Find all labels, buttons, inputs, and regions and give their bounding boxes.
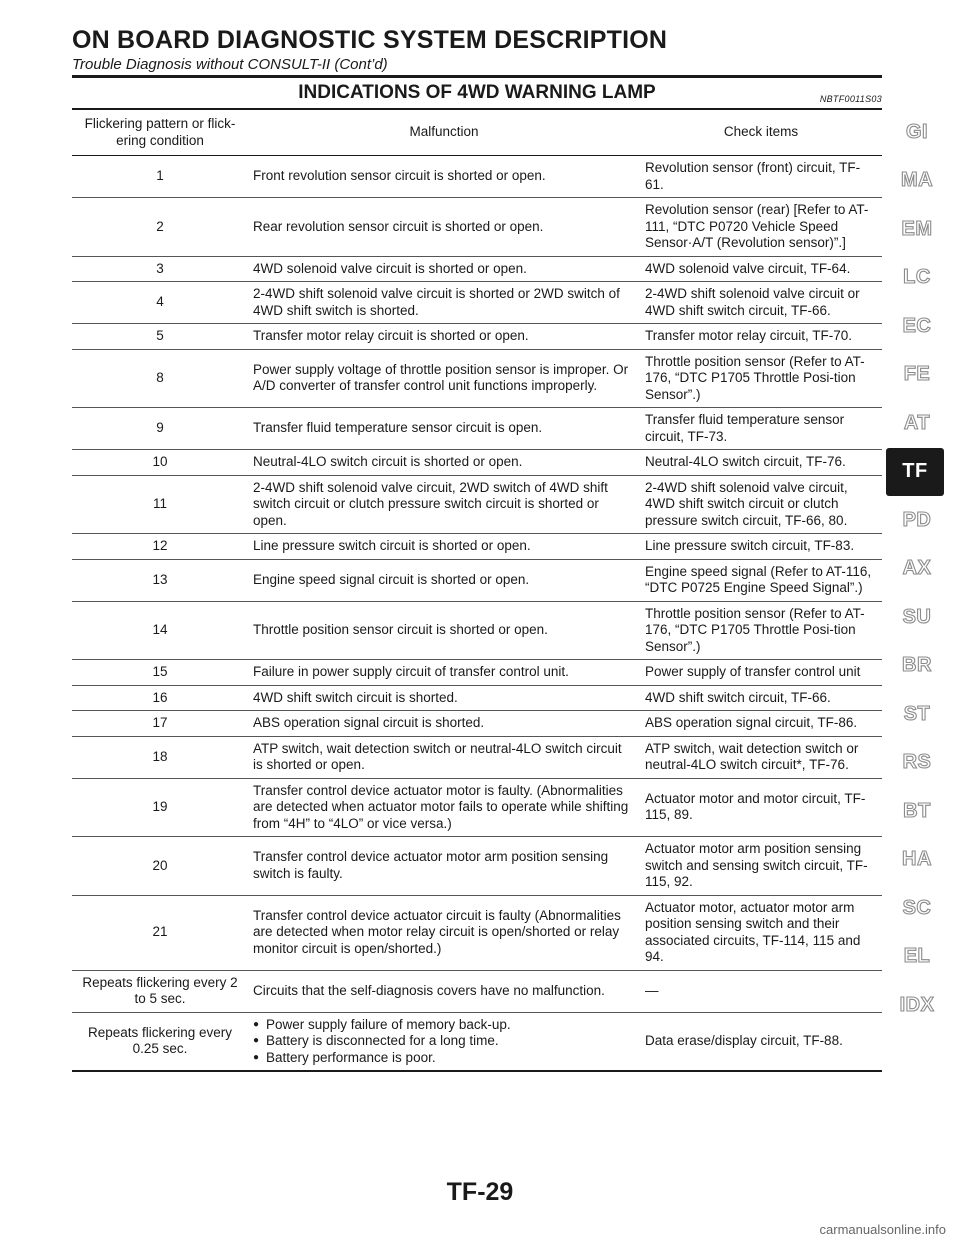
section-tab-rs[interactable]: RS (902, 751, 932, 774)
cell-check: 4WD solenoid valve circuit, TF-64. (640, 256, 882, 282)
table-header-row (72, 109, 882, 156)
bullet-item: ● Battery is disconnected for a long time. (253, 1033, 635, 1050)
section-tab-lc[interactable]: LC (903, 266, 931, 289)
page-number: TF-29 (446, 1178, 514, 1206)
table-row (72, 198, 882, 257)
cell-pattern: 16 (72, 685, 248, 711)
cell-check: Transfer fluid temperature sensor circuit, TF-73. (640, 408, 882, 450)
section-tab-em[interactable]: EM (901, 217, 933, 240)
cell-pattern: 21 (72, 895, 248, 970)
cell-malfunction: Transfer control device actuator motor arm position sensing switch is faulty. (248, 837, 640, 896)
section-tab-ma[interactable]: MA (900, 169, 934, 192)
cell-check: ABS operation signal circuit, TF-86. (640, 711, 882, 737)
cell-malfunction: ABS operation signal circuit is shorted. (248, 711, 640, 737)
cell-pattern: 18 (72, 736, 248, 778)
cell-malfunction: Rear revolution sensor circuit is shorted or open. (248, 198, 640, 257)
table-row (72, 711, 882, 737)
cell-check: Throttle position sensor (Refer to AT-176, “DTC P1705 Throttle Posi-tion Sensor”.) (640, 349, 882, 408)
cell-malfunction: Failure in power supply circuit of transfer control unit. (248, 660, 640, 686)
cell-check: Neutral-4LO switch circuit, TF-76. (640, 450, 882, 476)
column-header-malfunction: Malfunction (248, 109, 640, 156)
cell-pattern: Repeats flickering every 0.25 sec. (72, 1012, 248, 1071)
cell-malfunction: Line pressure switch circuit is shorted or open. (248, 534, 640, 560)
cell-pattern: 14 (72, 601, 248, 660)
header-subtitle: Trouble Diagnosis without CONSULT-II (Cont’d) (72, 56, 388, 73)
table-row (72, 324, 882, 350)
cell-check: Transfer motor relay circuit, TF-70. (640, 324, 882, 350)
malfunction-bullet-list (253, 1017, 635, 1067)
cell-malfunction: Throttle position sensor circuit is shorted or open. (248, 601, 640, 660)
warning-lamp-table-wrapper (72, 108, 882, 1072)
table-row (72, 837, 882, 896)
cell-malfunction: ATP switch, wait detection switch or neutral-4LO switch circuit is shorted or open. (248, 736, 640, 778)
section-tab-pd[interactable]: PD (902, 508, 932, 531)
section-tab-ec[interactable]: EC (902, 314, 932, 337)
cell-malfunction: 2-4WD shift solenoid valve circuit, 2WD switch of 4WD shift switch circuit or clutch pressure switch circuit is shorted or open. (248, 475, 640, 534)
cell-check: Actuator motor and motor circuit, TF-115, 89. (640, 778, 882, 837)
bullet-item: ● Power supply failure of memory back-up. (253, 1017, 635, 1034)
table-row-last (72, 1012, 882, 1071)
cell-pattern: 9 (72, 408, 248, 450)
cell-check: 2-4WD shift solenoid valve circuit, 4WD shift switch circuit or clutch pressure switch circuit, TF-66, 80. (640, 475, 882, 534)
cell-malfunction: Transfer control device actuator motor is faulty. (Abnormalities are detected when actuator motor fails to operate while shifting from “4H” to “4LO” or vice versa.) (248, 778, 640, 837)
cell-malfunction: Power supply voltage of throttle position sensor is improper. Or A/D converter of transfer control unit functions improperly. (248, 349, 640, 408)
table-row (72, 349, 882, 408)
warning-lamp-table (72, 108, 882, 1072)
section-tab-ax[interactable]: AX (902, 557, 932, 580)
cell-pattern: Repeats flickering every 2 to 5 sec. (72, 970, 248, 1012)
cell-check: Engine speed signal (Refer to AT-116, “DTC P0725 Engine Speed Signal”.) (640, 559, 882, 601)
cell-check: Actuator motor arm position sensing switch and sensing switch circuit, TF-115, 92. (640, 837, 882, 896)
column-header-check: Check items (640, 109, 882, 156)
cell-malfunction: Transfer control device actuator circuit is faulty (Abnormalities are detected when motor relay circuit is open/shorted or relay monitor circuit is open/shorted.) (248, 895, 640, 970)
cell-malfunction: 4WD solenoid valve circuit is shorted or open. (248, 256, 640, 282)
table-row (72, 256, 882, 282)
section-tab-ha[interactable]: HA (902, 848, 932, 871)
watermark: carmanualsonline.info (819, 1222, 946, 1237)
cell-pattern: 4 (72, 282, 248, 324)
cell-pattern: 5 (72, 324, 248, 350)
cell-malfunction: Transfer motor relay circuit is shorted or open. (248, 324, 640, 350)
cell-check: — (640, 970, 882, 1012)
cell-check: ATP switch, wait detection switch or neutral-4LO switch circuit*, TF-76. (640, 736, 882, 778)
table-row (72, 778, 882, 837)
column-header-pattern: Flickering pattern or flick-ering condition (72, 109, 248, 156)
section-tab-su[interactable]: SU (902, 605, 932, 628)
table-row (72, 895, 882, 970)
header-title: ON BOARD DIAGNOSTIC SYSTEM DESCRIPTION (72, 26, 668, 54)
section-tab-bt[interactable]: BT (903, 799, 931, 822)
cell-check: Throttle position sensor (Refer to AT-176, “DTC P1705 Throttle Posi-tion Sensor”.) (640, 601, 882, 660)
section-tab-idx[interactable]: IDX (899, 993, 935, 1016)
cell-check: Data erase/display circuit, TF-88. (640, 1012, 882, 1071)
cell-pattern: 10 (72, 450, 248, 476)
cell-pattern: 20 (72, 837, 248, 896)
section-code: NBTF0011S03 (819, 94, 882, 104)
page-header (72, 26, 882, 74)
section-tab-fe[interactable]: FE (903, 363, 931, 386)
cell-pattern: 15 (72, 660, 248, 686)
cell-malfunction: Front revolution sensor circuit is shorted or open. (248, 156, 640, 198)
table-row (72, 970, 882, 1012)
section-tab-at[interactable]: AT (903, 411, 931, 434)
table-row (72, 475, 882, 534)
section-tab-tf[interactable]: TF (886, 448, 944, 497)
cell-pattern: 2 (72, 198, 248, 257)
cell-malfunction: Engine speed signal circuit is shorted or open. (248, 559, 640, 601)
section-title: INDICATIONS OF 4WD WARNING LAMP (298, 82, 656, 103)
section-tab-gi[interactable]: GI (905, 120, 929, 143)
bullet-item: ● Battery performance is poor. (253, 1050, 635, 1067)
cell-check: Actuator motor, actuator motor arm position sensing switch and their associated circuits, TF-114, 115 and 94. (640, 895, 882, 970)
table-row (72, 156, 882, 198)
cell-malfunction: 4WD shift switch circuit is shorted. (248, 685, 640, 711)
cell-pattern: 3 (72, 256, 248, 282)
table-row (72, 736, 882, 778)
cell-check: 4WD shift switch circuit, TF-66. (640, 685, 882, 711)
cell-pattern: 17 (72, 711, 248, 737)
cell-check: Power supply of transfer control unit (640, 660, 882, 686)
table-row (72, 685, 882, 711)
section-tab-el[interactable]: EL (903, 945, 931, 968)
cell-malfunction: 2-4WD shift solenoid valve circuit is shorted or 2WD switch of 4WD shift switch is shorted. (248, 282, 640, 324)
table-row (72, 282, 882, 324)
cell-check: Line pressure switch circuit, TF-83. (640, 534, 882, 560)
cell-pattern: 13 (72, 559, 248, 601)
section-tab-br[interactable]: BR (902, 654, 932, 677)
cell-pattern: 12 (72, 534, 248, 560)
table-row (72, 660, 882, 686)
cell-check: Revolution sensor (rear) [Refer to AT-111, “DTC P0720 Vehicle Speed Sensor·A/T (Revolution sensor)”.] (640, 198, 882, 257)
table-row (72, 408, 882, 450)
section-tab-sc[interactable]: SC (902, 896, 932, 919)
table-row (72, 601, 882, 660)
section-index-tabs (892, 108, 942, 1030)
table-row (72, 534, 882, 560)
cell-pattern: 8 (72, 349, 248, 408)
cell-malfunction (248, 1012, 640, 1071)
header-rule (72, 75, 882, 78)
table-body (72, 156, 882, 1072)
section-tab-st[interactable]: ST (903, 702, 931, 725)
table-row (72, 450, 882, 476)
cell-malfunction: Neutral-4LO switch circuit is shorted or open. (248, 450, 640, 476)
cell-check: Revolution sensor (front) circuit, TF-61. (640, 156, 882, 198)
cell-check: 2-4WD shift solenoid valve circuit or 4WD shift switch circuit, TF-66. (640, 282, 882, 324)
cell-pattern: 1 (72, 156, 248, 198)
cell-pattern: 19 (72, 778, 248, 837)
cell-malfunction: Circuits that the self-diagnosis covers have no malfunction. (248, 970, 640, 1012)
cell-malfunction: Transfer fluid temperature sensor circuit is open. (248, 408, 640, 450)
table-row (72, 559, 882, 601)
cell-pattern: 11 (72, 475, 248, 534)
